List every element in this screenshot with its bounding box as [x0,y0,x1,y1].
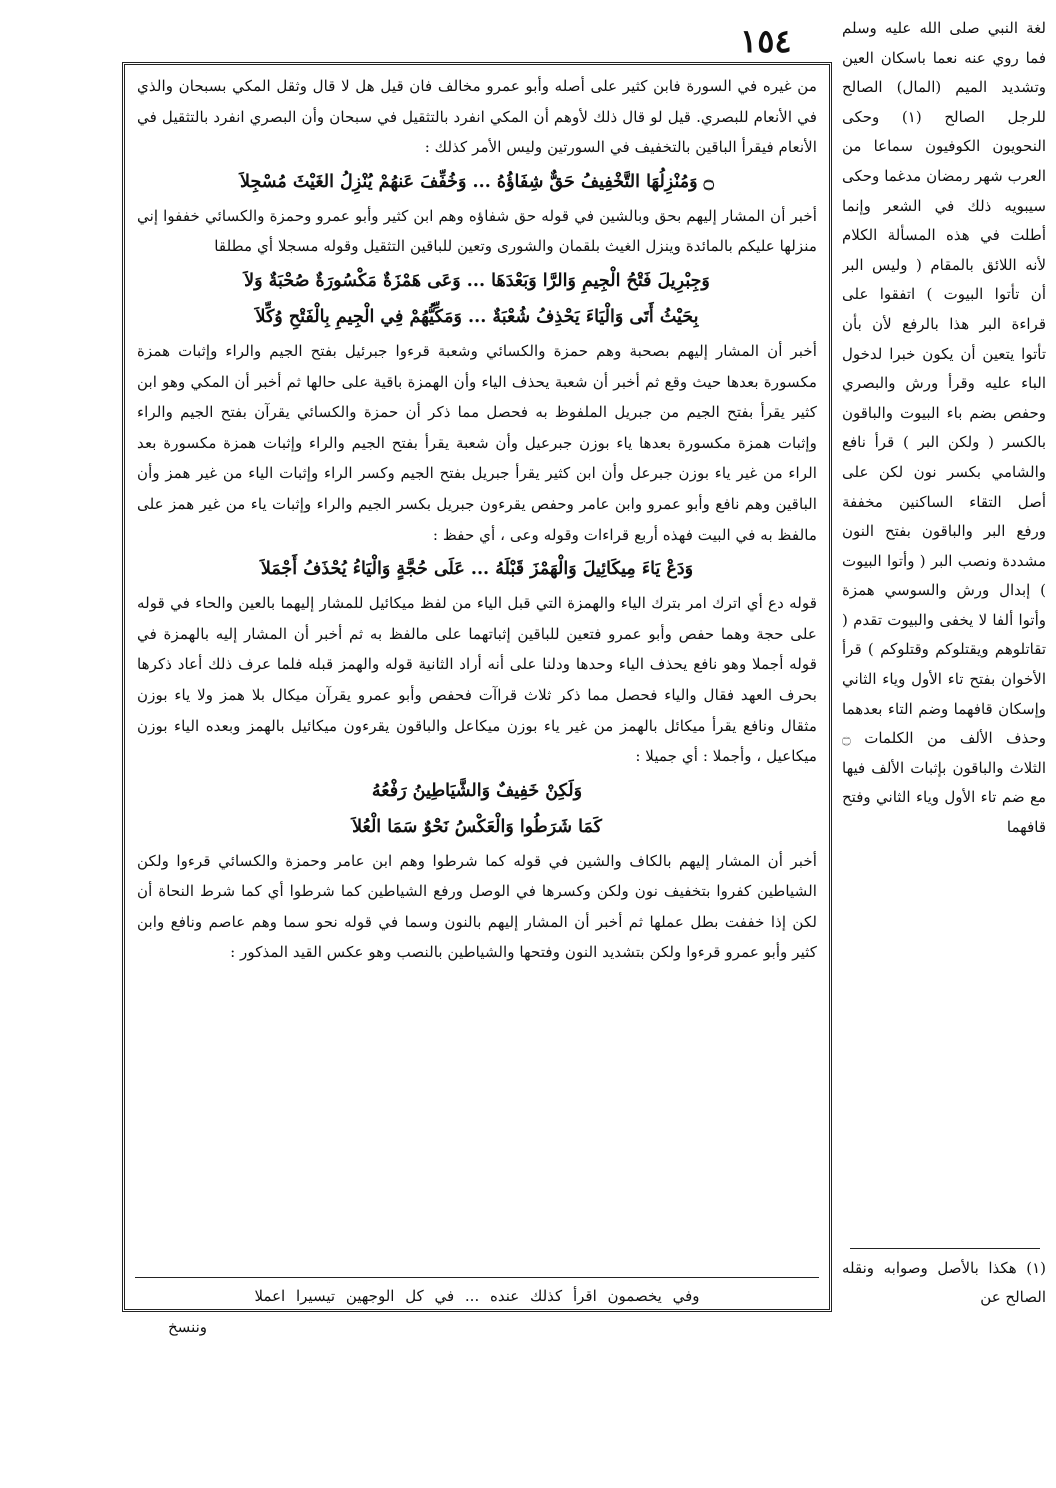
commentary-paragraph-1: من غيره في السورة فابن كثير على أصله وأبو عمرو مخالف فان قيل هل لا قال وثقل المكي بسبحان والذي في الأنعام للبصري. قيل لو قال ذلك لأوهم أن المكي انفرد بالتثقيل في سبحان وأن البصري انفرد بالتثقيل في الأنعام فيقرأ الباقين بالتخفيف في السورتين وليس الأمر كذلك : [137,77,817,157]
poem-verse-2b: بِحَيْثُ أَتَى وَالْيَاءَ يَحْذِفُ شُعْبَةٌ ... وَمَكِّيُّهُمْ فِي الْجِيمِ بِالْفَتْحِ وُكِّلاَ [255,306,699,327]
commentary-paragraph-4: قوله دع أي اترك امر بترك الياء والهمزة التي قبل الياء من لفظ ميكائيل للمشار إليهما بالعين والحاء في قوله على حجة وهما حفص وأبو عمرو فتعين للباقين إثباتهما على مالفظ به ثم أخبر أن المشار إليه بالهمزة في قوله أجملا وهو نافع يحذف الياء وحدها ودلنا على أنه أراد الثانية قوله والهمز قبله فلما عرف ذلك أعاد ذكرها بحرف العهد فقال والياء فحصل مما ذكر ثلاث قراآت فحفص وأبو عمرو يقرآن ميكال بلا همز ولا ياء بوزن مثقال ونافع يقرأ ميكائل بالهمز من غير ياء بوزن ميكاعل والباقون يقرءون ميكائيل بالهمز وبعده الياء بوزن ميكاعيل ، وأجملا : أي جميلا : [137,594,817,766]
poem-verse-1: ۝ وَمُنْزِلُهَا التَّخْفِيفُ حَقٌّ شِفَاؤُهُ ... وَخُفِّفَ عَنهُمْ يُنْزِلُ الغَيْثَ مُسْجِلاَ [240,171,714,192]
page-number: ١٥٤ [740,22,792,60]
margin-footnote: (١) هكذا بالأصل وصوابه ونقله الصالح عن [842,1259,1046,1306]
poem-verse-3: وَدَعْ يَاءَ مِيكَائِيلَ وَالْهَمْزَ قَبْلَهُ ... عَلَى حُجَّةٍ وَالْيَاءُ يُحْذَفُ أَجْمَلاَ [260,559,694,580]
commentary-paragraph-3: أخبر أن المشار إليهم بصحبة وهم حمزة والكسائي وشعبة قرءوا جبرئيل بفتح الجيم والراء وإثبات همزة مكسورة بعدها حيث وقع ثم أخبر أن شعبة يحذف الياء وأن الهمزة باقية على حالها ثم أخبر أن المكي وهو ابن كثير يقرأ بفتح الجيم من جبريل الملفوظ به فحصل مما ذكر أن حمزة والكسائي يقرآن بفتح الجيم والراء وإثبات همزة مكسورة بعدها ياء بوزن جبرعيل وأن شعبة يقرأ بفتح الجيم والراء وإثبات همزة مكسورة بعد الراء من غير ياء بوزن جبرعل وأن ابن كثير يقرأ جبريل بفتح الجيم وكسر الراء وإثبات الياء من غير همز وأن الباقين وهم نافع وأبو عمرو وابن عامر وحفص يقرءون جبريل بكسر الجيم والراء وإثبات ياء من غير همز على مالفظ به في البيت فهذه أربع قراءات وقوله وعى ، أي حفظ : [137,341,817,544]
margin-footnote-divider [850,1248,1040,1249]
poem-verse-4a: وَلَكِنْ خَفِيفٌ وَالشَّيَاطِينُ رَفْعُهُ [371,780,583,801]
commentary-paragraph-5: أخبر أن المشار إليهم بالكاف والشين في قوله كما شرطوا وهم ابن عامر وحمزة والكسائي قرءوا ولكن الشياطين كفروا بتخفيف نون ولكن وكسرها في الوصل ورفع الشياطين كما شرطوا أي كما شرط النحاة أن لكن إذا خففت بطل عملها ثم أخبر أن المشار إليهم بالنون وسما في قوله نحو سما وهم عاصم ونافع وابن كثير وأبو عمرو قرءوا ولكن بتشديد النون وفتحها والشياطين بالنصب وهو عكس القيد المذكور : [137,851,817,962]
catchword: وننسخ [168,1318,208,1336]
poem-verse-2a: وَجِبْرِيلَ فَتْحُ الْجِيمِ وَالرَّا وَبَعْدَهَا ... وَعَى هَمْزَةٌ مَكْسُورَةٌ صُحْبَةٌ وَلاَ [244,270,710,291]
poem-verse-4b: كَمَا شَرَطُوا وَالْعَكْسُ نَحْوٌ سَمَا الْعُلاَ [352,816,602,837]
footnote-divider [135,1277,819,1278]
main-text-frame [122,62,832,1312]
main-text-body [137,71,817,1231]
margin-commentary: لغة النبي صلى الله عليه وسلم فما روي عنه نعما باسكان العين وتشديد الميم (المال) الصالح للرجل الصالح (١) وحكى النحويون الكوفيون سماعا من العرب شهر رمضان مدغما وحكى سيبويه ذلك في الشعر وإنما أطلت في هذه المسألة الكلام لأنه اللائق بالمقام ( وليس البر أن تأتوا البيوت ) اتفقوا على قراءة البر هذا بالرفع لأن بأن تأتوا يتعين أن يكون خبرا لدخول الباء عليه وقرأ ورش والبصري وحفص بضم باء البيوت والباقون بالكسر ( ولكن البر ) قرأ نافع والشامي بكسر نون لكن على أصل التقاء الساكنين مخففة ورفع البر والباقون بفتح النون مشددة ونصب البر ( وأتوا البيوت ) إبدال ورش والسوسي همزة وأتوا ألفا لا يخفى والبيوت تقدم ( تقاتلوهم ويقتلوكم وقتلوكم ) قرأ الأخوان بفتح تاء الأول وياء الثاني وإسكان قافهما وضم التاء بعدهما وحذف الألف من الكلمات ۝ الثلاث والباقون بإثبات الألف فيها مع ضم تاء الأول وياء الثاني وفتح قافهما [842,19,1046,837]
footnote-verse: وفي يخصمون اقرأ كذلك عنده ... في كل الوجهين تيسيرا اعملا [254,1287,700,1305]
commentary-paragraph-2: أخبر أن المشار إليهم بحق وبالشين في قوله حق شفاؤه وهم ابن كثير وأبو عمرو وحمزة والكسائي خففوا إني منزلها عليكم بالمائدة وينزل الغيث بلقمان والشورى وتعين للباقين التثقيل وقوله مسجلا أي مطلقا [137,206,817,256]
